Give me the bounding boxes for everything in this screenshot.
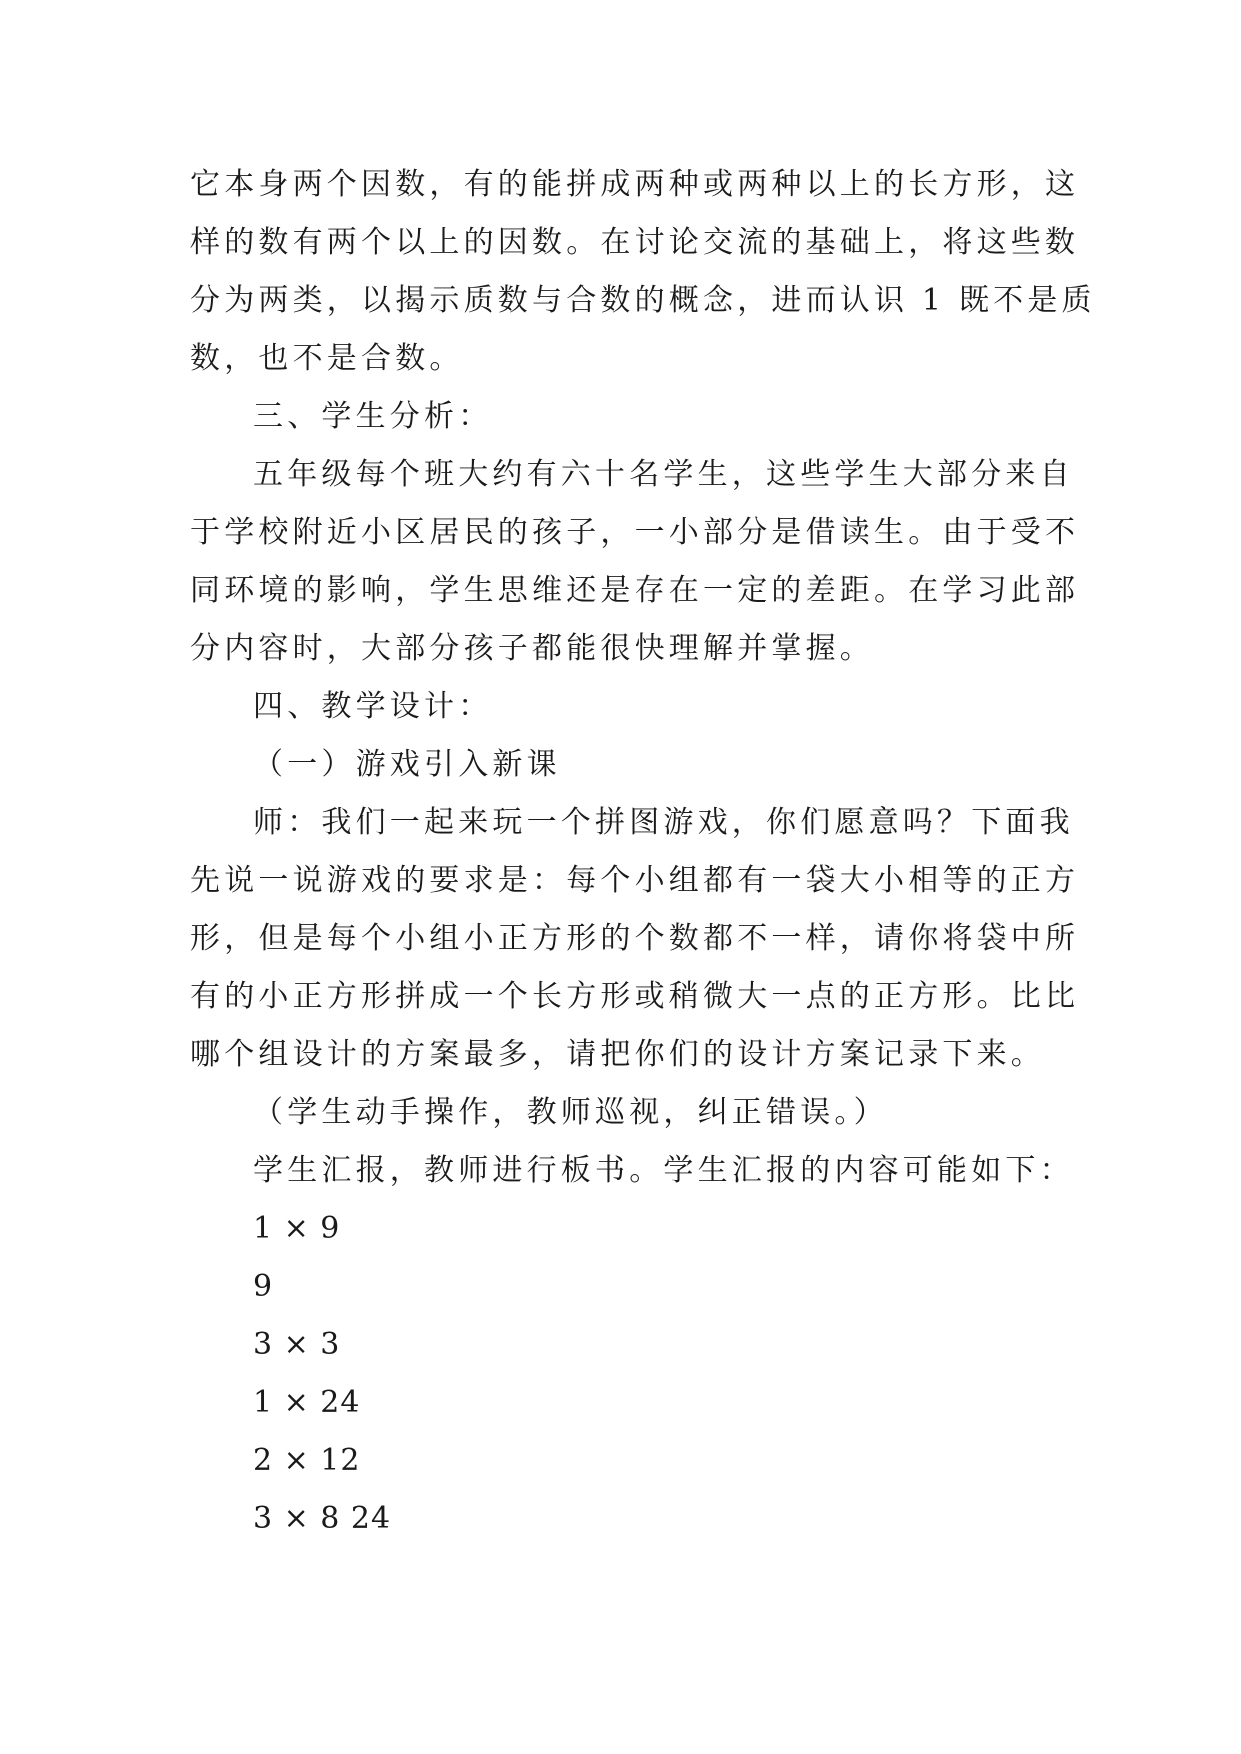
section-heading: 三、学生分析： — [253, 399, 493, 434]
equation-line: 3 × 3 — [253, 1327, 341, 1362]
paragraph-line: 样的数有两个以上的因数。在讨论交流的基础上，将这些数 — [190, 225, 1080, 260]
equation-line: 9 — [253, 1269, 274, 1304]
paragraph-line: 分为两类，以揭示质数与合数的概念，进而认识 1 既不是质 — [190, 283, 1096, 318]
paragraph-line: 同环境的影响，学生思维还是存在一定的差距。在学习此部 — [190, 573, 1080, 608]
equation-line: 2 × 12 — [253, 1443, 361, 1478]
paragraph-line: 有的小正方形拼成一个长方形或稍微大一点的正方形。比比 — [190, 979, 1080, 1014]
paragraph-line: 哪个组设计的方案最多，请把你们的设计方案记录下来。 — [190, 1037, 1045, 1072]
paragraph-line: （学生动手操作，教师巡视，纠正错误。） — [253, 1095, 888, 1130]
paragraph-line: 五年级每个班大约有六十名学生，这些学生大部分来自 — [253, 457, 1074, 492]
paragraph-line: 它本身两个因数，有的能拼成两种或两种以上的长方形，这 — [190, 167, 1080, 202]
paragraph-line: 学生汇报，教师进行板书。学生汇报的内容可能如下： — [253, 1153, 1074, 1188]
section-heading: 四、教学设计： — [253, 689, 493, 724]
subsection-heading: （一）游戏引入新课 — [253, 747, 561, 782]
equation-line: 1 × 9 — [253, 1211, 341, 1246]
equation-line: 3 × 8 24 — [253, 1501, 392, 1536]
equation-line: 1 × 24 — [253, 1385, 361, 1420]
paragraph-line: 先说一说游戏的要求是：每个小组都有一袋大小相等的正方 — [190, 863, 1080, 898]
paragraph-line: 于学校附近小区居民的孩子，一小部分是借读生。由于受不 — [190, 515, 1080, 550]
paragraph-line: 分内容时，大部分孩子都能很快理解并掌握。 — [190, 631, 874, 666]
paragraph-line: 师：我们一起来玩一个拼图游戏，你们愿意吗？下面我 — [253, 805, 1074, 840]
paragraph-line: 数，也不是合数。 — [190, 341, 464, 376]
paragraph-line: 形，但是每个小组小正方形的个数都不一样，请你将袋中所 — [190, 921, 1080, 956]
